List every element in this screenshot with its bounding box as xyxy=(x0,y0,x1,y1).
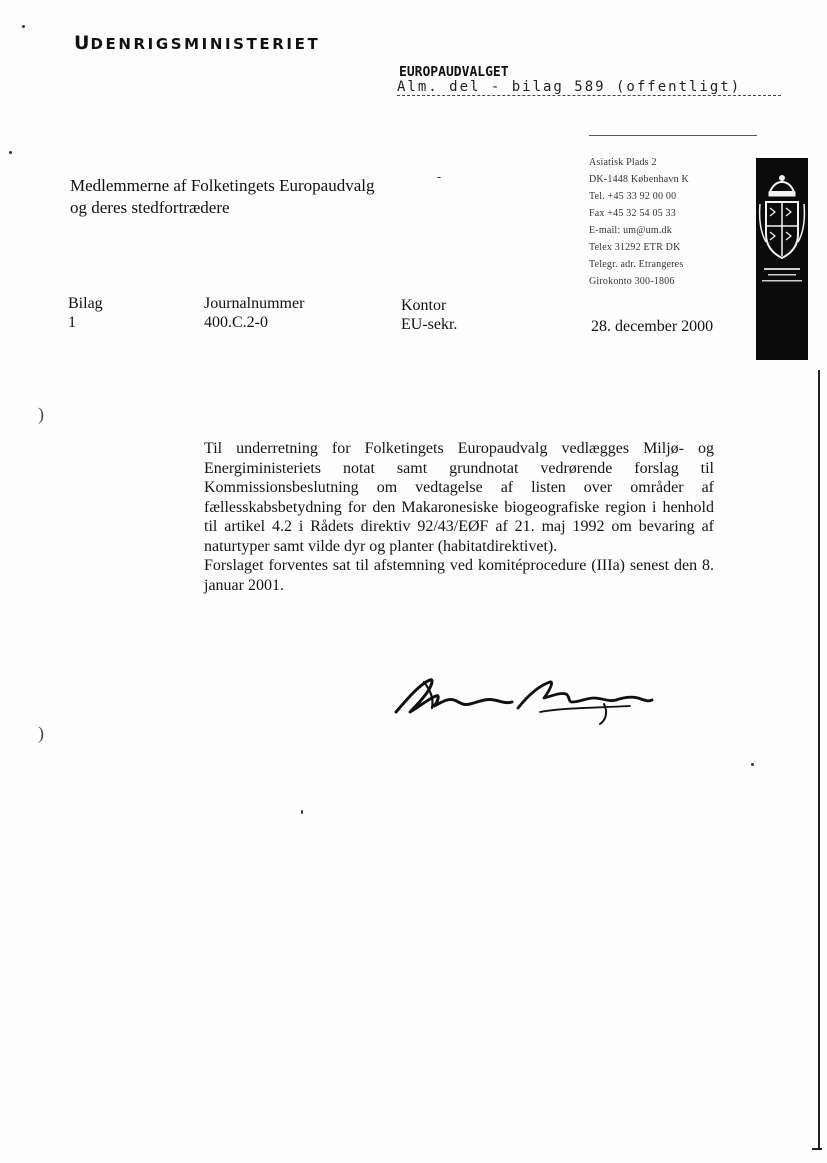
address-line: Tel. +45 33 92 00 00 xyxy=(589,191,677,202)
scan-speck xyxy=(437,177,441,178)
ministry-initial: U xyxy=(74,32,91,54)
journal-field xyxy=(204,294,304,332)
address-line: Asiatisk Plads 2 xyxy=(589,157,657,168)
registration-stamp: Alm. del - bilag 589 (offentligt) xyxy=(397,79,781,96)
body-paragraph: Til underretning for Folketingets Europaudvalg vedlægges Miljø- og Energiministeriets notat samt grundnotat vedrørende forslag til Kommissionsbeslutning om vedtagelse af listen over områder af fællesskabsbetydning for den Makaronesiske biogeografiske region i henhold til artikel 4.2 i Rådets direktiv 92/43/EØF af 21. maj 1992 om bevaring af naturtyper samt vilde dyr og planter (habitatdirektivet). xyxy=(204,440,714,555)
page-edge-foot xyxy=(812,1148,822,1150)
recipient-block xyxy=(70,175,375,219)
bilag-value: 1 xyxy=(68,314,76,331)
journal-label: Journalnummer xyxy=(204,295,305,312)
ministry-rest: DENRIGSMINISTERIET xyxy=(90,35,321,53)
address-block xyxy=(589,154,689,290)
scan-speck xyxy=(751,763,754,766)
letter-body xyxy=(204,439,714,595)
bilag-label: Bilag xyxy=(68,295,103,312)
scan-speck xyxy=(22,25,25,28)
recipient-line: og deres stedfortrædere xyxy=(70,198,230,217)
scan-speck xyxy=(301,810,303,814)
royal-crest-icon xyxy=(756,168,808,288)
ministry-name xyxy=(74,32,320,54)
address-line: Telegr. adr. Etrangeres xyxy=(589,259,684,270)
divider-line xyxy=(589,135,757,136)
kontor-field xyxy=(401,296,457,334)
recipient-line: Medlemmerne af Folketingets Europaudvalg xyxy=(70,176,375,195)
scan-speck xyxy=(9,151,12,154)
kontor-label: Kontor xyxy=(401,297,447,314)
committee-heading: EUROPAUDVALGET xyxy=(399,65,509,80)
letter-date: 28. december 2000 xyxy=(591,318,714,335)
address-line: Fax +45 32 54 05 33 xyxy=(589,208,676,219)
signature-image xyxy=(390,668,660,728)
address-line: DK-1448 København K xyxy=(589,174,689,185)
journal-value: 400.C.2-0 xyxy=(204,314,268,331)
address-line: Girokonto 300-1806 xyxy=(589,276,675,287)
punch-hole-mark: ) xyxy=(38,723,44,743)
address-line: E-mail: um@um.dk xyxy=(589,225,672,236)
punch-hole-mark: ) xyxy=(38,404,44,424)
kontor-value: EU-sekr. xyxy=(401,316,458,333)
bilag-field xyxy=(68,294,103,332)
body-paragraph: Forslaget forventes sat til afstemning ved komitéprocedure (IIIa) senest den 8. januar 2001. xyxy=(204,557,714,594)
page-edge-line xyxy=(818,370,820,1150)
address-line: Telex 31292 ETR DK xyxy=(589,242,681,253)
